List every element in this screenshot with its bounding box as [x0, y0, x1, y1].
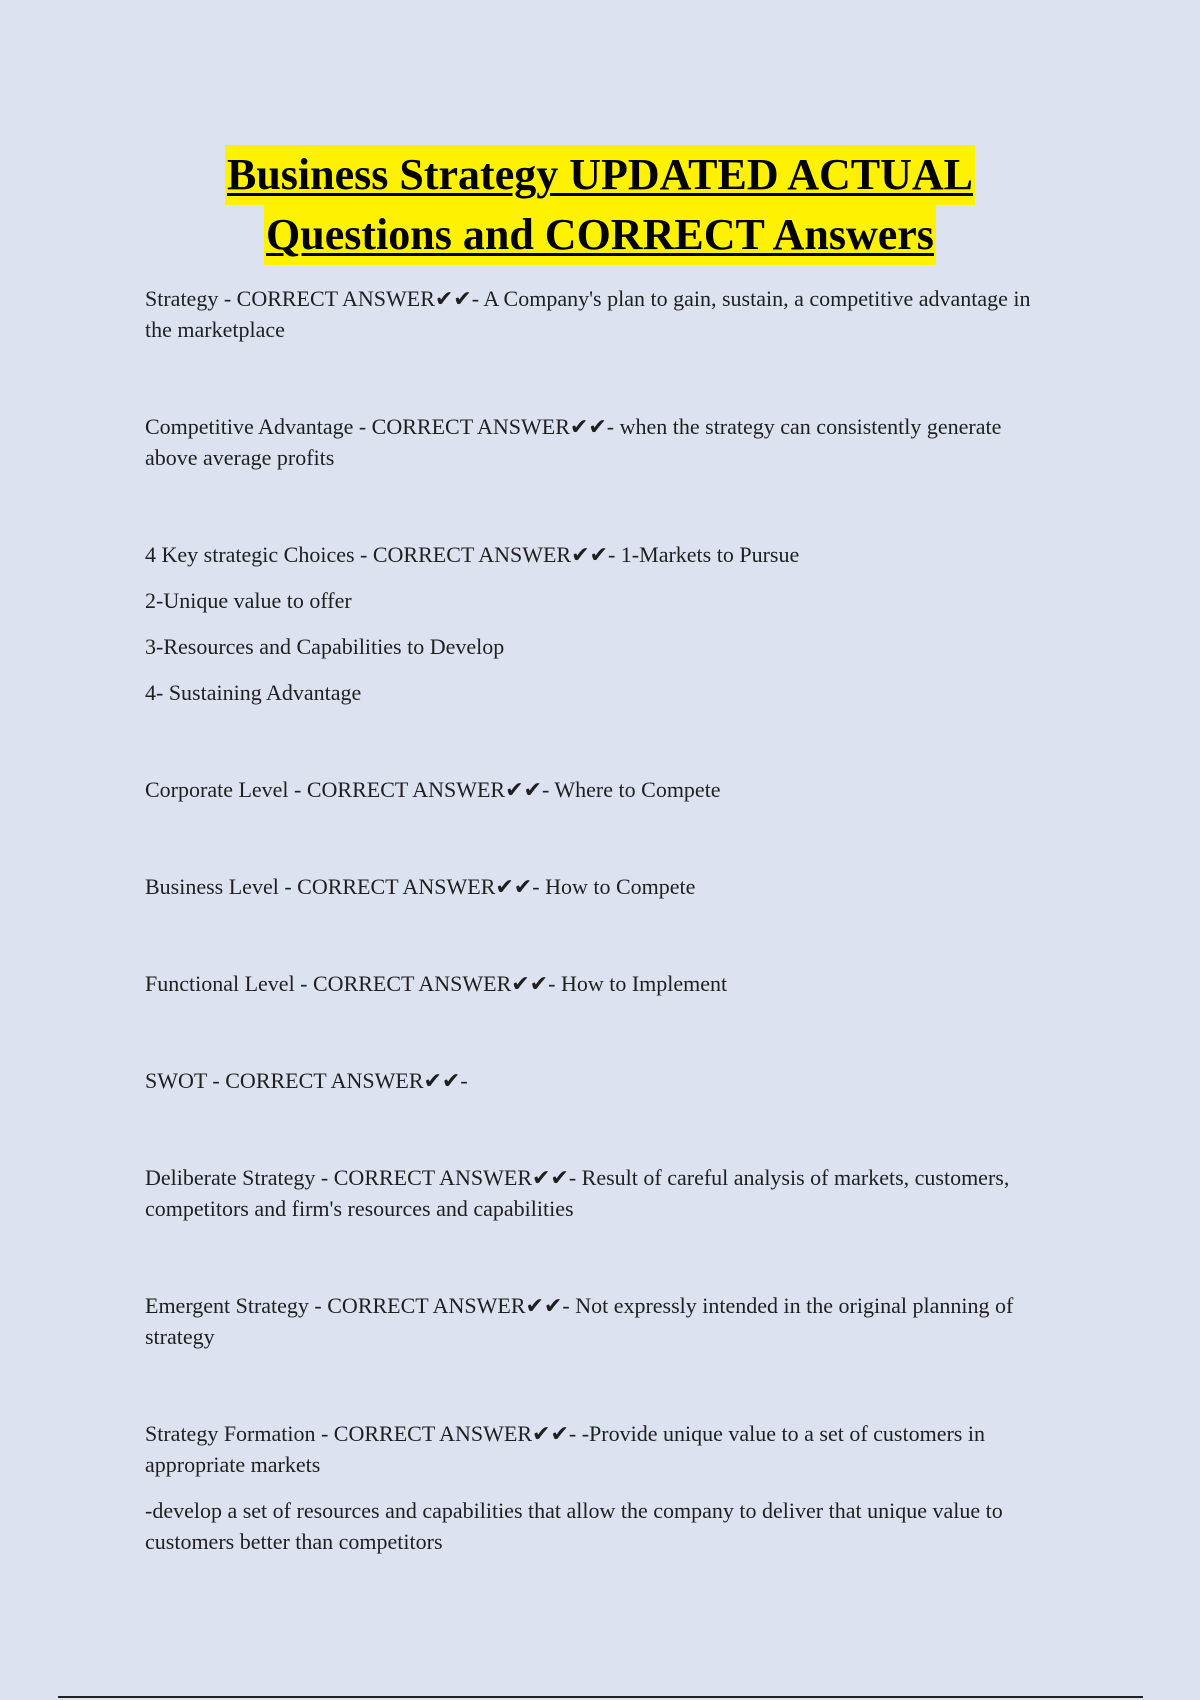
title-line-1: Business Strategy UPDATED ACTUAL	[225, 145, 975, 205]
qa-paragraph: 4 Key strategic Choices - CORRECT ANSWER✔✔- 1-Markets to Pursue	[145, 542, 800, 567]
qa-entry	[145, 968, 1055, 999]
qa-list	[145, 283, 1055, 1557]
qa-entry	[145, 774, 1055, 805]
qa-paragraph: Corporate Level - CORRECT ANSWER✔✔- Where to Compete	[145, 777, 721, 802]
qa-paragraph: Deliberate Strategy - CORRECT ANSWER✔✔- Result of careful analysis of markets, customers, competitors and firm's resources and capabilities	[145, 1165, 1010, 1221]
qa-entry	[145, 1065, 1055, 1096]
qa-paragraph: Competitive Advantage - CORRECT ANSWER✔✔- when the strategy can consistently generate above average profits	[145, 414, 1002, 470]
qa-paragraph: Emergent Strategy - CORRECT ANSWER✔✔- Not expressly intended in the original planning of strategy	[145, 1293, 1014, 1349]
qa-entry	[145, 1290, 1055, 1352]
qa-entry	[145, 411, 1055, 473]
qa-entry	[145, 1418, 1055, 1557]
qa-paragraph: SWOT - CORRECT ANSWER✔✔-	[145, 1068, 468, 1093]
qa-entry	[145, 283, 1055, 345]
qa-entry	[145, 1162, 1055, 1224]
qa-paragraph: Functional Level - CORRECT ANSWER✔✔- How to Implement	[145, 971, 728, 996]
document-title	[0, 145, 1200, 265]
qa-paragraph: Strategy Formation - CORRECT ANSWER✔✔- -Provide unique value to a set of customers in appropriate markets	[145, 1421, 985, 1477]
qa-paragraph: 4- Sustaining Advantage	[145, 680, 362, 705]
qa-paragraph: 3-Resources and Capabilities to Develop	[145, 634, 505, 659]
qa-entry	[145, 871, 1055, 902]
qa-paragraph: Strategy - CORRECT ANSWER✔✔- A Company's plan to gain, sustain, a competitive advantage in the marketplace	[145, 286, 1031, 342]
qa-paragraph: Business Level - CORRECT ANSWER✔✔- How to Compete	[145, 874, 696, 899]
title-line-2: Questions and CORRECT Answers	[264, 205, 936, 265]
qa-paragraph: 2-Unique value to offer	[145, 588, 352, 613]
qa-paragraph: -develop a set of resources and capabilities that allow the company to deliver that unique value to customers better than competitors	[145, 1498, 1003, 1554]
page-bottom-rule	[58, 1696, 1143, 1698]
qa-entry	[145, 539, 1055, 708]
